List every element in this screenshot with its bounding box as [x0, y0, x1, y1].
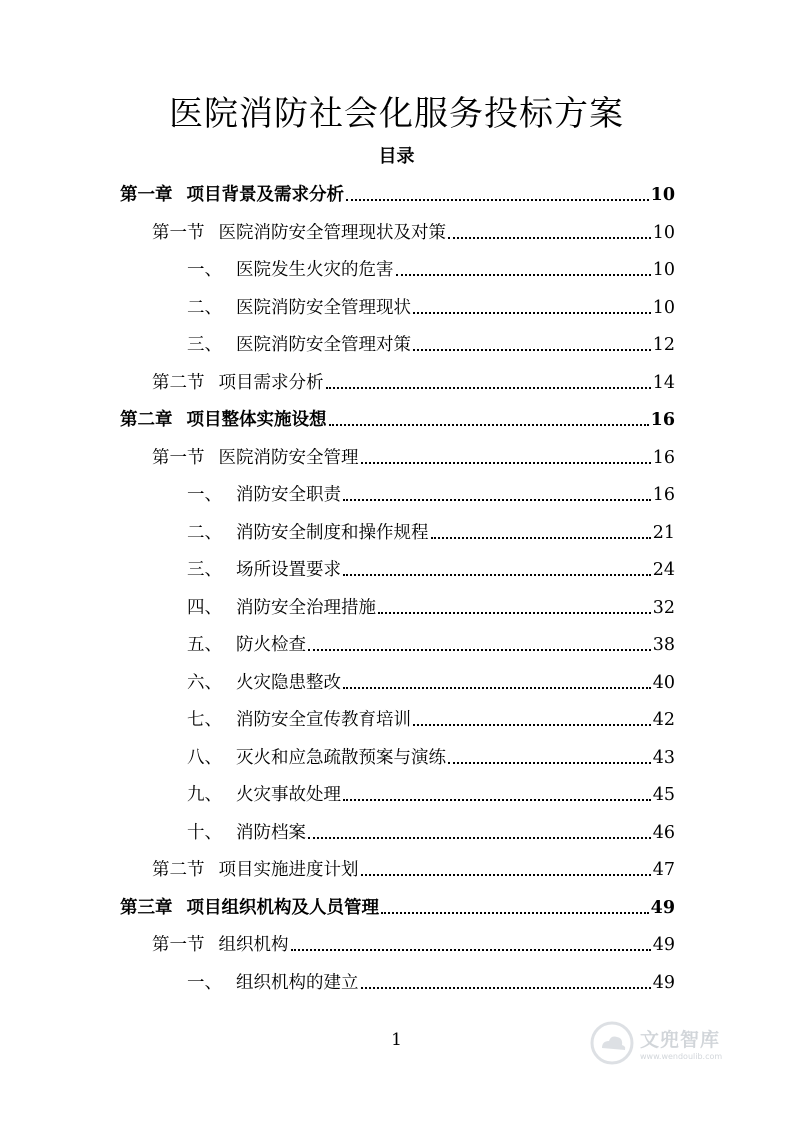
toc-entry-number: 五、 — [187, 635, 222, 655]
toc-dot-leader — [291, 949, 651, 951]
toc-entry-text — [187, 745, 446, 771]
toc-dot-leader — [448, 762, 651, 764]
toc-entry-text — [187, 295, 411, 321]
toc-entry[interactable] — [152, 857, 675, 883]
toc-entry-text — [187, 332, 411, 358]
toc-entry-number: 第二节 — [152, 860, 205, 880]
toc-entry[interactable] — [187, 257, 675, 283]
toc-entry-title: 火灾隐患整改 — [236, 672, 341, 693]
toc-entry-page: 32 — [652, 597, 675, 618]
toc-dot-leader — [448, 237, 651, 239]
toc-dot-leader — [396, 274, 651, 276]
toc-entry-number: 四、 — [187, 597, 222, 618]
toc-entry-title: 医院消防安全管理 — [218, 447, 359, 468]
toc-entry-page: 42 — [652, 710, 675, 730]
toc-entry-page: 16 — [650, 410, 675, 430]
toc-entry-text — [152, 445, 359, 471]
toc-entry[interactable] — [187, 707, 675, 733]
toc-entry-number: 七、 — [187, 710, 222, 730]
toc-entry-title: 消防档案 — [236, 822, 306, 843]
toc-entry-number: 第二节 — [152, 372, 205, 393]
toc-entry-page: 12 — [652, 335, 675, 355]
toc-entry-title: 项目实施进度计划 — [218, 860, 359, 880]
toc-entry-number: 第二章 — [120, 410, 173, 430]
toc-entry-text — [187, 520, 429, 546]
toc-entry-text — [187, 820, 306, 846]
toc-entry-page: 43 — [652, 747, 675, 768]
toc-entry-number: 三、 — [187, 560, 222, 580]
toc-entry-page: 46 — [652, 822, 675, 843]
toc-entry-title: 医院消防安全管理现状及对策 — [218, 222, 446, 243]
toc-entry-page: 45 — [652, 785, 675, 805]
toc-entry-title: 项目组织机构及人员管理 — [186, 897, 379, 918]
toc-entry-number: 三、 — [187, 335, 222, 355]
toc-entry-text — [120, 182, 344, 208]
toc-dot-leader — [431, 537, 651, 539]
toc-entry[interactable] — [187, 595, 675, 621]
toc-dot-leader — [343, 799, 651, 801]
toc-entry[interactable] — [187, 670, 675, 696]
toc-dot-leader — [361, 462, 651, 464]
toc-entry[interactable] — [187, 970, 675, 996]
toc-entry[interactable] — [187, 520, 675, 546]
toc-dot-leader — [381, 912, 649, 914]
toc-entry-text — [152, 932, 289, 958]
toc-entry-number: 第一节 — [152, 447, 205, 468]
toc-entry-page: 49 — [650, 897, 675, 918]
toc-entry-number: 第一节 — [152, 935, 205, 955]
toc-entry-text — [120, 895, 379, 921]
toc-entry-page: 16 — [652, 485, 675, 505]
toc-dot-leader — [308, 837, 651, 839]
toc-entry-title: 消防安全宣传教育培训 — [236, 710, 411, 730]
toc-entry-number: 九、 — [187, 785, 222, 805]
watermark-name: 文兜智库 — [640, 1029, 721, 1051]
toc-entry-page: 16 — [652, 447, 675, 468]
toc-dot-leader — [413, 312, 651, 314]
toc-entry[interactable] — [187, 632, 675, 658]
cloud-logo-icon — [590, 1021, 634, 1065]
toc-entry[interactable] — [187, 482, 675, 508]
toc-entry-title: 项目背景及需求分析 — [186, 185, 344, 205]
toc-dot-leader — [361, 987, 651, 989]
toc-dot-leader — [413, 724, 651, 726]
toc-entry-title: 消防安全职责 — [236, 485, 341, 505]
toc-dot-leader — [308, 649, 651, 651]
toc-entry[interactable] — [187, 782, 675, 808]
toc-entry[interactable] — [187, 745, 675, 771]
toc-entry-text — [187, 970, 359, 996]
toc-entry-number: 二、 — [187, 297, 222, 318]
watermark — [590, 1018, 750, 1068]
toc-entry-title: 项目需求分析 — [218, 372, 324, 393]
toc-entry-text — [187, 632, 306, 658]
toc-entry[interactable] — [187, 820, 675, 846]
toc-entry-page: 10 — [652, 222, 675, 243]
toc-entry-number: 第一节 — [152, 222, 205, 243]
toc-entry-page: 38 — [652, 635, 675, 655]
toc-heading: 目录 — [378, 146, 415, 167]
toc-entry-title: 消防安全制度和操作规程 — [236, 522, 429, 543]
toc-entry-number: 第三章 — [120, 897, 173, 918]
toc-entry-title: 医院消防安全管理现状 — [236, 297, 411, 318]
toc-entry-number: 一、 — [187, 485, 222, 505]
toc-entry-title: 医院消防安全管理对策 — [236, 335, 411, 355]
toc-entry-page: 47 — [652, 860, 675, 880]
toc-entry[interactable] — [120, 407, 675, 433]
toc-entry-text — [187, 782, 341, 808]
toc-entry[interactable] — [120, 182, 675, 208]
toc-entry-page: 14 — [652, 372, 675, 393]
toc-entry[interactable] — [152, 370, 675, 396]
toc-entry-page: 10 — [650, 185, 675, 205]
toc-entry-title: 防火检查 — [236, 635, 306, 655]
toc-entry-number: 第一章 — [120, 185, 173, 205]
toc-entry-number: 八、 — [187, 747, 222, 768]
toc-entry[interactable] — [152, 932, 675, 958]
toc-entry-text — [187, 595, 376, 621]
toc-entry-text — [187, 707, 411, 733]
toc-entry-page: 40 — [652, 672, 675, 693]
toc-entry-number: 一、 — [187, 972, 222, 993]
toc-dot-leader — [343, 574, 651, 576]
toc-dot-leader — [343, 499, 651, 501]
toc-entry-title: 火灾事故处理 — [236, 785, 341, 805]
toc-entry-page: 24 — [652, 560, 675, 580]
toc-entry-number: 二、 — [187, 522, 222, 543]
toc-entry-text — [152, 370, 324, 396]
toc-entry-title: 灭火和应急疏散预案与演练 — [236, 747, 446, 768]
toc-entry-page: 49 — [652, 935, 675, 955]
toc-entry-number: 一、 — [187, 260, 222, 280]
toc-entry[interactable] — [187, 295, 675, 321]
toc-entry-number: 六、 — [187, 672, 222, 693]
document-title: 医院消防社会化服务投标方案 — [169, 94, 624, 134]
toc-entry[interactable] — [120, 895, 675, 921]
toc-entry[interactable] — [152, 220, 675, 246]
toc-entry-page: 21 — [652, 522, 675, 543]
toc-entry-text — [187, 557, 341, 583]
toc-entry-title: 项目整体实施设想 — [186, 410, 327, 430]
toc-entry-title: 组织机构的建立 — [236, 972, 359, 993]
toc-dot-leader — [361, 874, 651, 876]
toc-entry-title: 消防安全治理措施 — [236, 597, 376, 618]
toc-dot-leader — [343, 687, 651, 689]
toc-entry-page: 49 — [652, 972, 675, 993]
toc-entry-text — [187, 482, 341, 508]
toc-dot-leader — [329, 424, 649, 426]
toc-entry-text — [187, 670, 341, 696]
toc-entry-page: 10 — [652, 260, 675, 280]
toc-entry[interactable] — [187, 557, 675, 583]
toc-entry-title: 医院发生火灾的危害 — [236, 260, 394, 280]
toc-dot-leader — [346, 199, 649, 201]
toc-entry-number: 十、 — [187, 822, 222, 843]
toc-entry[interactable] — [187, 332, 675, 358]
toc-entry-title: 场所设置要求 — [236, 560, 341, 580]
toc-entry[interactable] — [152, 445, 675, 471]
toc-entry-text — [152, 220, 446, 246]
toc-entry-text — [120, 407, 327, 433]
toc-dot-leader — [413, 349, 651, 351]
toc-dot-leader — [378, 612, 651, 614]
watermark-url: www.wendoulib.com — [640, 1052, 723, 1061]
toc-entry-title: 组织机构 — [218, 935, 289, 955]
toc-entry-page: 10 — [652, 297, 675, 318]
toc-dot-leader — [326, 387, 651, 389]
toc-entry-text — [187, 257, 394, 283]
toc-entry-text — [152, 857, 359, 883]
page-number: 1 — [391, 1030, 402, 1050]
